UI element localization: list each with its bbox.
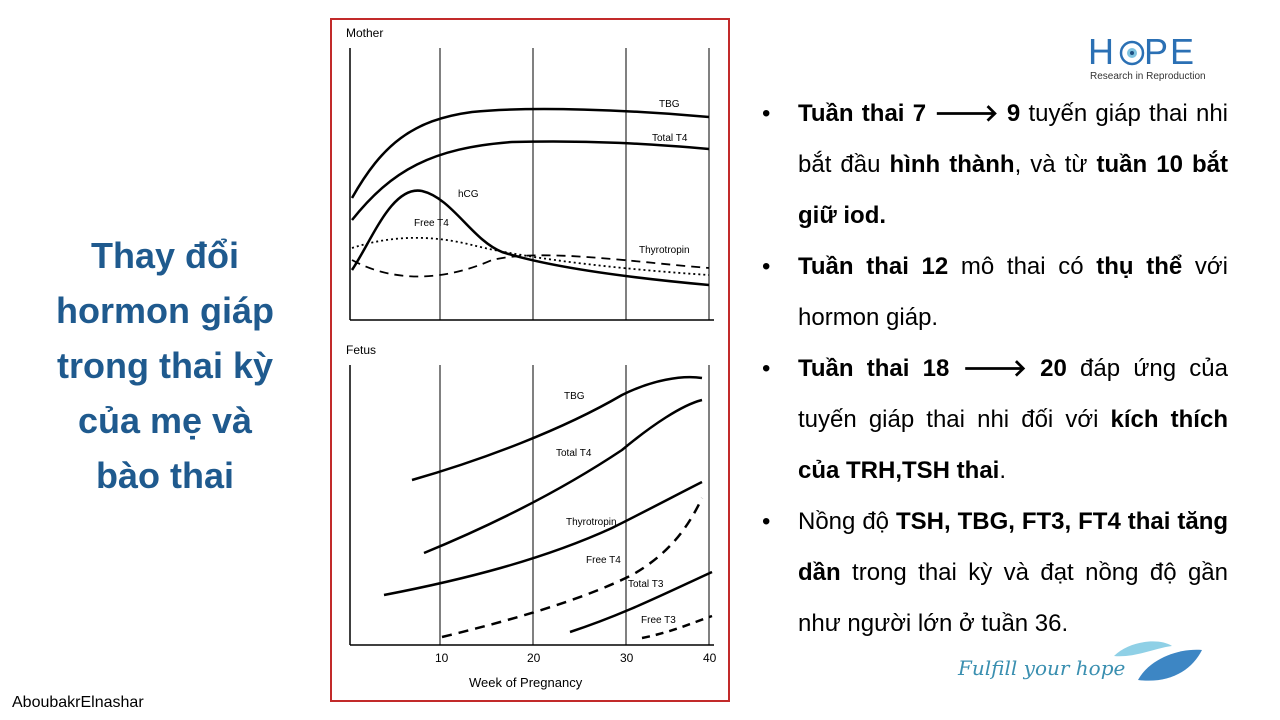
- logo-letters-pe: PE: [1144, 31, 1197, 72]
- bullet-dot: •: [762, 100, 771, 127]
- bullet-text-run: Tuần thai 7: [798, 100, 935, 127]
- mother-panel-label: Mother: [346, 26, 384, 40]
- mother-tbg-curve: [352, 109, 709, 198]
- mother-free-t4-curve: [352, 238, 709, 275]
- bullet-text-run: đáp ứng của tuyến giáp thai nhi đối với: [798, 355, 1228, 433]
- bullet-text-run: kích thích của TRH,TSH thai: [798, 406, 1228, 484]
- title-line: Thay đổi: [90, 235, 239, 276]
- bullet-text-run: với hormon giáp.: [798, 253, 1228, 331]
- x-tick-10: 10: [435, 651, 449, 665]
- bullet-text-run: trong thai kỳ và đạt nồng độ gần như người lớn ở tuần 36.: [798, 559, 1228, 637]
- bullet-text-run: mô thai có: [948, 253, 1097, 280]
- hormone-curves-svg: [332, 20, 728, 700]
- bullet-list: [762, 88, 1228, 649]
- fetus-free-t4-label: Free T4: [586, 555, 621, 566]
- logo-subtitle: Research in Reproduction: [1090, 71, 1206, 82]
- fetus-panel-label: Fetus: [346, 343, 377, 357]
- bullet-text-run: TSH, TBG, FT3, FT4 thai tăng dần: [798, 508, 1229, 586]
- fetus-tbg-label: TBG: [564, 391, 585, 402]
- mother-total-t4-curve: [352, 141, 709, 220]
- title-line: bào thai: [95, 455, 234, 496]
- fetus-total-t4-label: Total T4: [556, 448, 592, 459]
- title-line: của mẹ và: [77, 400, 253, 441]
- x-tick-40: 40: [703, 651, 717, 665]
- thyroid-hormone-figure: [330, 18, 730, 702]
- bullet-text-run: tuyến giáp thai nhi bắt đầu: [798, 100, 1228, 178]
- bullet-text-run: 🡒: [934, 100, 999, 127]
- fetus-thyrotropin-label: Thyrotropin: [566, 517, 617, 528]
- slide-title: [20, 228, 310, 503]
- eye-logo-icon: [1119, 40, 1145, 66]
- mother-thyrotropin-curve: [352, 255, 709, 276]
- title-line: trong thai kỳ: [56, 345, 274, 386]
- bullet-dot: •: [762, 355, 771, 382]
- bullet-text-run: 9: [998, 100, 1021, 127]
- author-credit: AboubakrElnashar: [12, 694, 144, 711]
- bullet-text-run: 20: [1026, 355, 1067, 382]
- bullet-text-run: Tuần thai 18: [798, 355, 963, 382]
- fetus-tbg-curve: [412, 377, 702, 480]
- fetus-free-t3-label: Free T3: [641, 615, 676, 626]
- bullet-text-run: tuần 10 bắt giữ iod.: [798, 151, 1228, 229]
- mother-free-t4-label: Free T4: [414, 218, 449, 229]
- leaf-logo-icon: [1110, 636, 1205, 686]
- bullet-item: [762, 241, 1228, 343]
- bullet-text-run: thụ thể: [1096, 253, 1183, 280]
- x-tick-20: 20: [527, 651, 541, 665]
- bullet-text-run: , và từ: [1014, 151, 1097, 178]
- mother-hcg-label: hCG: [458, 189, 479, 200]
- slogan-text: Fulfill your hope: [958, 656, 1126, 680]
- x-tick-30: 30: [620, 651, 634, 665]
- bullet-text-run: Tuần thai 12: [798, 253, 949, 280]
- bullet-text-run: 🡒: [962, 355, 1027, 382]
- bullet-item: [762, 343, 1228, 496]
- fetus-total-t3-label: Total T3: [628, 579, 664, 590]
- title-line: hormon giáp: [56, 290, 274, 331]
- bullet-item: [762, 496, 1228, 649]
- mother-tbg-label: TBG: [659, 99, 680, 110]
- x-axis-label: Week of Pregnancy: [469, 675, 583, 690]
- bullet-text-run: Nồng độ: [798, 508, 896, 535]
- bullet-dot: •: [762, 253, 771, 280]
- fetus-total-t4-curve: [424, 400, 702, 553]
- bullet-text-run: hình thành: [889, 151, 1015, 178]
- bullet-dot: •: [762, 508, 771, 535]
- bullet-text-run: .: [999, 457, 1007, 484]
- hope-logo: [1088, 32, 1208, 87]
- logo-letter-h: H: [1088, 31, 1116, 72]
- mother-thyrotropin-label: Thyrotropin: [639, 245, 690, 256]
- bullet-item: [762, 88, 1228, 241]
- mother-total-t4-label: Total T4: [652, 133, 688, 144]
